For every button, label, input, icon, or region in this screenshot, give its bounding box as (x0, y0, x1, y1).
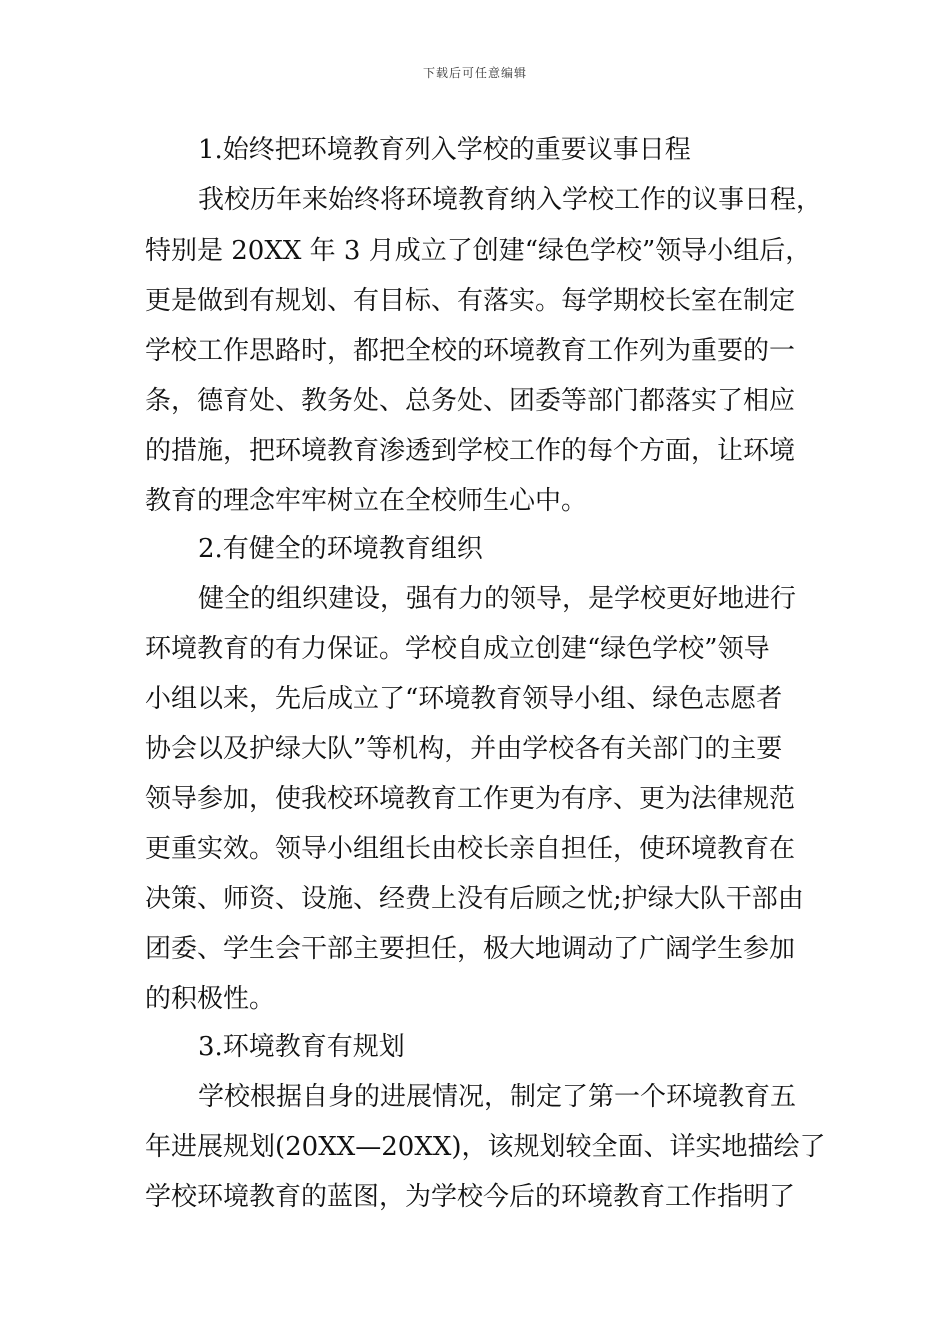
paragraph-line: 小组以来，先后成立了“环境教育领导小组、绿色志愿者 (145, 684, 783, 714)
paragraph-line: 的积极性。 (145, 984, 276, 1014)
paragraph-line: 条，德育处、教务处、总务处、团委等部门都落实了相应 (145, 386, 796, 416)
paragraph-line: 年进展规划(20XX—20XX)，该规划较全面、详实地描绘了 (145, 1132, 826, 1162)
paragraph-line: 的措施，把环境教育渗透到学校工作的每个方面，让环境 (145, 436, 796, 466)
paragraph-line: 教育的理念牢牢树立在全校师生心中。 (145, 486, 588, 516)
paragraph-line: 更是做到有规划、有目标、有落实。每学期校长室在制定 (145, 286, 796, 316)
paragraph-line: 环境教育的有力保证。学校自成立创建“绿色学校”领导 (145, 634, 770, 664)
paragraph-line: 协会以及护绿大队”等机构，并由学校各有关部门的主要 (145, 734, 783, 764)
paragraph-line: 健全的组织建设，强有力的领导，是学校更好地进行 (198, 584, 797, 614)
paragraph-line: 更重实效。领导小组组长由校长亲自担任，使环境教育在 (145, 834, 796, 864)
paragraph-line: 我校历年来始终将环境教育纳入学校工作的议事日程， (198, 185, 823, 215)
section-heading: 2.有健全的环境教育组织 (198, 534, 483, 564)
paragraph-line: 特别是 20XX 年 3 月成立了创建“绿色学校”领导小组后， (145, 236, 812, 266)
paragraph-line: 领导参加，使我校环境教育工作更为有序、更为法律规范 (145, 784, 796, 814)
section-heading: 3.环境教育有规划 (198, 1032, 405, 1062)
paragraph-line: 学校工作思路时，都把全校的环境教育工作列为重要的一 (145, 336, 796, 366)
paragraph-line: 学校环境教育的蓝图，为学校今后的环境教育工作指明了 (145, 1182, 796, 1212)
section-heading: 1.始终把环境教育列入学校的重要议事日程 (198, 135, 691, 165)
page-header-note: 下载后可任意编辑 (422, 66, 527, 80)
paragraph-line: 团委、学生会干部主要担任，极大地调动了广阔学生参加 (145, 934, 796, 964)
paragraph-line: 学校根据自身的进展情况，制定了第一个环境教育五 (198, 1082, 797, 1112)
paragraph-line: 决策、师资、设施、经费上没有后顾之忧;护绿大队干部由 (145, 884, 804, 914)
